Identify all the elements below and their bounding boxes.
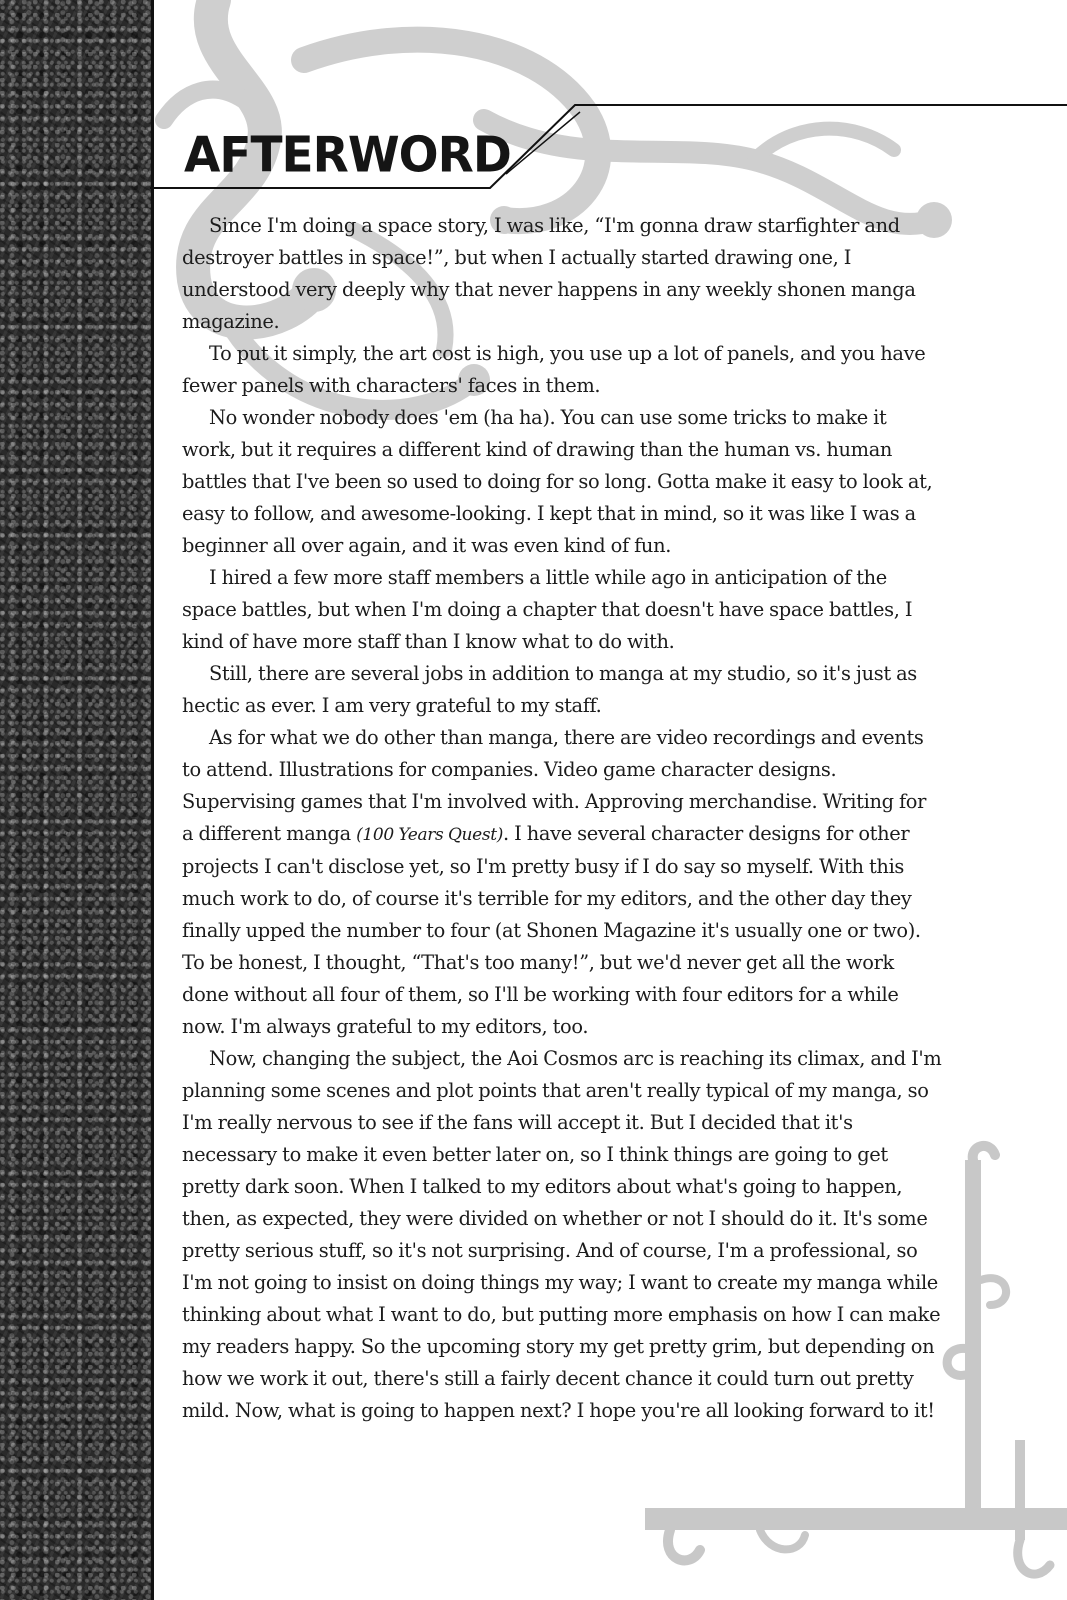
manga-title: (100 Years Quest) xyxy=(356,825,504,845)
paragraph: I hired a few more staff members a little while ago in anticipation of the space battles, but when I'm doing a chapter that doesn't have space battles, I kind of have more staff than I know what to do with. xyxy=(182,566,913,653)
paragraph-text: As for what we do other than manga, there are video recordings and events to attend. Illustrations for companies. Video game character designs. Supervising games that I'm involved with. Approving merchandise. Writing for a different manga xyxy=(182,726,927,845)
page-title: AFTERWORD xyxy=(184,127,511,185)
paragraph: Now, changing the subject, the Aoi Cosmos arc is reaching its climax, and I'm planning some scenes and plot points that aren't really typical of my manga, so I'm really nervous to see if the fans will accept it. But I decided that it's necessary to make it even better later on, so I think things are going to get pretty dark soon. When I talked to my editors about what's going to happen, then, as expected, they were divided on whether or not I should do it. It's some pretty serious stuff, so it's not surprising. And of course, I'm a professional, so I'm not going to insist on doing things my way; I want to create my manga while thinking about what I want to do, but putting more emphasis on how I can make my readers happy. So the upcoming story my get pretty grim, but depending on how we work it out, there's still a fairly decent chance it could turn out pretty mild. Now, what is going to happen next? I hope you're all looking forward to it! xyxy=(182,1047,942,1422)
paragraph: Since I'm doing a space story, I was like, “I'm gonna draw starfighter and destroyer battles in space!”, but when I actually started drawing one, I understood very deeply why that never happens in any weekly shonen manga magazine. xyxy=(182,214,916,333)
left-texture-band xyxy=(0,0,154,1600)
paragraph: No wonder nobody does 'em (ha ha). You can use some tricks to make it work, but it requires a different kind of drawing than the human vs. human battles that I've been so used to doing for so long. Gotta make it easy to look at, easy to follow, and awesome-looking. I kept that in mind, so it was like I was a beginner all over again, and it was even kind of fun. xyxy=(182,406,933,557)
paragraph-text: . I have several character designs for other projects I can't disclose yet, so I'm pretty busy if I do say so myself. With this much work to do, of course it's terrible for my editors, and the other day they finally upped the number to four (at Shonen Magazine it's usually one or two). To be honest, I thought, “That's too many!”, but we'd never get all the work done without all four of them, so I'll be working with four editors for a while now. I'm always grateful to my editors, too. xyxy=(182,822,921,1038)
paragraph xyxy=(182,722,942,1043)
paragraph: Still, there are several jobs in addition to manga at my studio, so it's just as hectic as ever. I am very grateful to my staff. xyxy=(182,662,917,717)
afterword-body xyxy=(182,210,942,1427)
paragraph: To put it simply, the art cost is high, you use up a lot of panels, and you have fewer panels with characters' faces in them. xyxy=(182,342,926,397)
